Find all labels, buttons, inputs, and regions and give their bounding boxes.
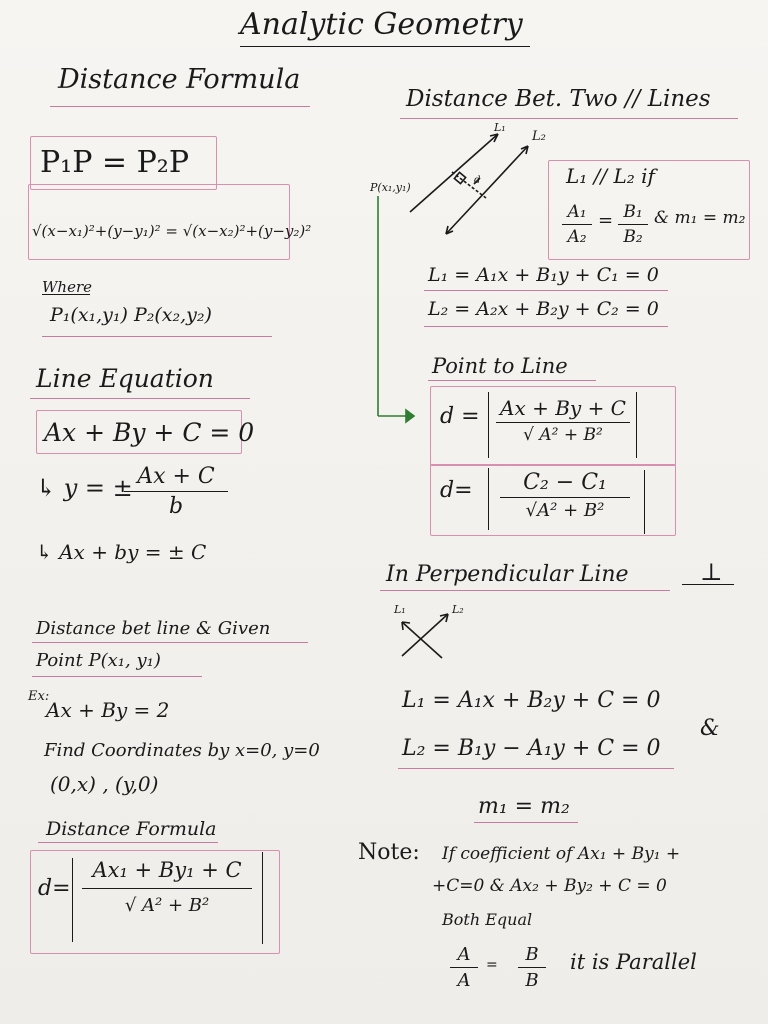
ptl2-d-label: d= [440, 478, 473, 503]
equation-underline [398, 768, 674, 769]
example-label: Ex: [28, 689, 50, 704]
ptl-d-label: d = [440, 404, 480, 429]
equation-underline [424, 290, 668, 291]
points-definition: P₁(x₁,y₁) P₂(x₂,y₂) [50, 304, 212, 326]
note-frac-den-b: B [525, 970, 539, 991]
diagram-l2-label: L₂ [532, 129, 546, 144]
distance-given-heading: Distance bet line & Given [36, 618, 271, 639]
note-frac-num-a: A [457, 944, 471, 965]
heading-underline [380, 590, 670, 591]
note-conclusion: it is Parallel [570, 950, 697, 974]
perpendicular-symbol-base [682, 584, 734, 585]
slope-condition: & m₁ = m₂ [654, 208, 746, 228]
parallel-if: L₁ // L₂ if [566, 164, 655, 188]
y-equation-denominator: b [168, 494, 184, 519]
perpendicular-heading: In Perpendicular Line [386, 562, 629, 587]
ptl-numerator: Ax + By + C [500, 396, 626, 420]
ptl2-fraction [500, 470, 630, 521]
y-equation-prefix: ↳ y = ± [36, 474, 133, 502]
abs-bar-right [636, 392, 637, 458]
l2-equation: L₂ = A₂x + B₂y + C₂ = 0 [428, 298, 659, 320]
fraction-bar [496, 422, 630, 423]
abs-bar-left [488, 468, 489, 530]
perp-diagram-l1: L₁ [394, 603, 406, 616]
two-lines-heading: Distance Bet. Two // Lines [406, 86, 711, 112]
equals-sign: = [598, 210, 614, 231]
b1: B₁ [623, 202, 643, 222]
b2: B₂ [623, 227, 643, 247]
sqrt-equation: √(x−x₁)²+(y−y₁)² = √(x−x₂)²+(y−y₂)² [32, 222, 312, 240]
equation-underline [424, 326, 668, 327]
distance-given-heading-2: Point P(x₁, y₁) [36, 650, 161, 671]
distance-formula-heading: Distance Formula [58, 64, 301, 95]
find-coordinates: Find Coordinates by x=0, y=0 [44, 740, 320, 761]
fraction-bar [562, 224, 592, 225]
a1: A₁ [567, 202, 587, 222]
line-equation: Ax + By + C = 0 [44, 418, 255, 447]
perp-l2-equation: L₂ = B₁y − A₁y + C = 0 [402, 736, 661, 761]
d-label: d= [38, 876, 71, 901]
note-label: Note: [358, 840, 420, 865]
page-title: Analytic Geometry [240, 7, 523, 42]
perp-ampersand: & [700, 716, 720, 741]
diagram-distance-mark: d [474, 175, 481, 186]
note-frac-den-a: A [457, 970, 471, 991]
line-equation-heading: Line Equation [36, 364, 214, 393]
ptl2-numerator: C₂ − C₁ [523, 470, 607, 495]
ptl-fraction [496, 396, 630, 445]
note-line-1: If coefficient of Ax₁ + By₁ + [442, 844, 681, 864]
point-to-line-heading: Point to Line [432, 354, 568, 378]
diagram-l1-label: L₁ [494, 121, 506, 134]
note-fraction-b [518, 944, 546, 991]
equals-sign: = [486, 957, 498, 973]
perpendicular-symbol: ⊥ [700, 558, 723, 586]
slope-equality: m₁ = m₂ [478, 794, 570, 819]
distance-numerator: Ax₁ + By₁ + C [92, 858, 242, 882]
note-line-2: +C=0 & Ax₂ + By₂ + C = 0 [432, 876, 667, 896]
fraction-bar [450, 967, 478, 968]
example-equation: Ax + By = 2 [46, 698, 170, 722]
ptl-denominator: √ A² + B² [523, 425, 603, 445]
distance-denominator: √ A² + B² [124, 895, 210, 916]
l1-equation: L₁ = A₁x + B₁y + C₁ = 0 [428, 264, 659, 286]
note-fraction-a [450, 944, 478, 991]
diagram-point-label: P(x₁,y₁) [370, 181, 411, 194]
a-ratio [562, 202, 592, 247]
ptl2-denominator: √A² + B² [525, 500, 605, 521]
abs-bar-left [488, 392, 489, 458]
perp-l1-equation: L₁ = A₁x + B₂y + C = 0 [402, 688, 661, 713]
note-frac-num-b: B [525, 944, 539, 965]
abs-bar-right [644, 470, 645, 534]
alt-equation: ↳ Ax + by = ± C [36, 540, 207, 564]
distance-formula-heading-2: Distance Formula [46, 818, 217, 840]
perp-diagram-l2: L₂ [452, 603, 464, 616]
b-ratio [618, 202, 648, 247]
equation-underline [474, 822, 578, 823]
y-equation-numerator: Ax + C [137, 464, 215, 489]
coordinates: (0,x) , (y,0) [50, 772, 159, 796]
note-line-3: Both Equal [442, 910, 533, 929]
heading-underline [428, 380, 596, 381]
a2: A₂ [567, 227, 587, 247]
where-label: Where [42, 278, 93, 296]
fraction-bar [618, 224, 648, 225]
p1p-equation: P₁P = P₂P [40, 145, 190, 180]
fraction-bar [500, 497, 630, 498]
fraction-bar [518, 967, 546, 968]
